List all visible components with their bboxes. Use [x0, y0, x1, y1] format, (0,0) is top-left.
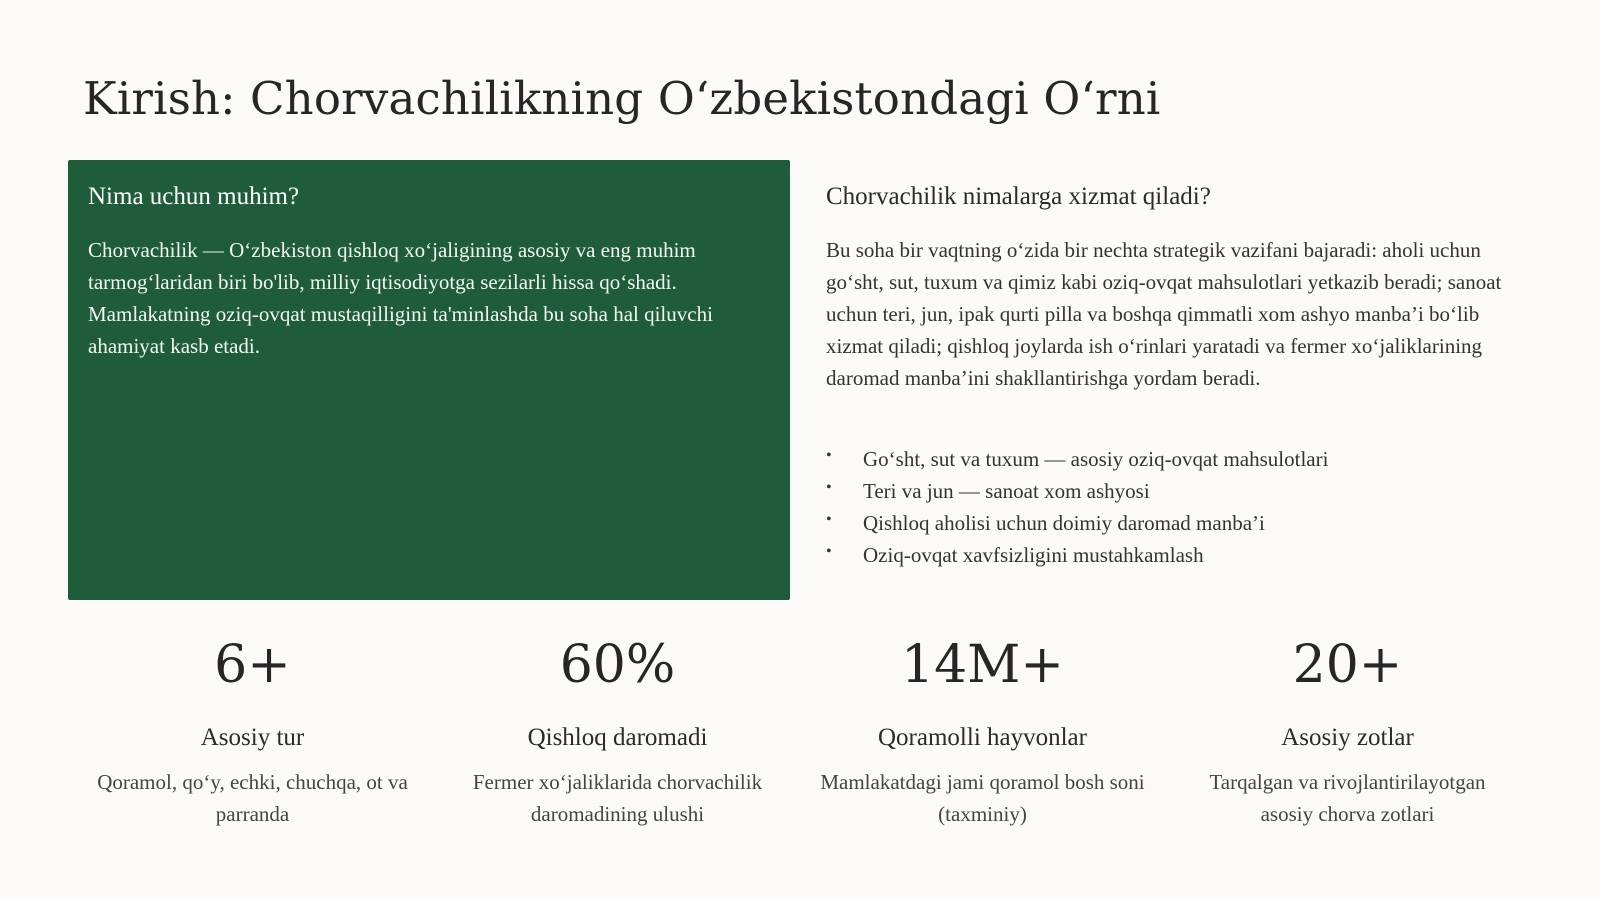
purpose-bullet-list — [826, 443, 1526, 571]
bullet-dot-icon: • — [826, 543, 832, 560]
bullet-item — [826, 507, 1526, 539]
stat-label: Qoramolli hayvonlar — [878, 724, 1087, 751]
stat-label: Asosiy zotlar — [1281, 724, 1414, 751]
stat-value: 20+ — [1292, 635, 1403, 695]
purpose-body: Bu soha bir vaqtning o‘zida bir nechta strategik vazifani bajaradi: aholi uchun go‘sht, sut, tuxum va qimiz kabi oziq-ovqat mahsulotlari yetkazib beradi; sanoat uchun teri, jun, ipak qurti pilla va boshqa qimmatli xom ashyo manba’i bo‘lib xizmat qiladi; qishloq joylarda ish o‘rinlari yaratadi va fermer xo‘jaliklarining daromad manba’ini shakllantirishga yordam beradi. — [826, 238, 1502, 390]
stat-description: Fermer xo‘jaliklarida chorvachilik daromadining ulushi — [472, 770, 763, 826]
stat-breeds — [1165, 630, 1530, 830]
stat-description: Mamlakatdagi jami qoramol bosh soni (taxminiy) — [820, 770, 1145, 826]
stat-species — [70, 630, 435, 830]
importance-card — [68, 160, 790, 600]
bullet-item — [826, 443, 1526, 475]
page-title: Kirish: Chorvachilikning O‘zbekistondagi O‘rni — [83, 72, 1161, 125]
stat-value: 6+ — [214, 635, 291, 695]
stat-description: Tarqalgan va rivojlantirilayotgan asosiy chorva zotlari — [1209, 770, 1486, 826]
importance-card-body: Chorvachilik — O‘zbekiston qishloq xo‘jaligining asosiy va eng muhim tarmog‘laridan biri bo'lib, milliy iqtisodiyotga sezilarli hissa qo‘shadi. Mamlakatning oziq-ovqat mustaqilligini ta'minlashda bu soha hal qiluvchi ahamiyat kasb etadi. — [88, 238, 713, 358]
stat-label: Qishloq daromadi — [527, 724, 708, 751]
bullet-dot-icon: • — [826, 511, 832, 528]
stat-cattle — [800, 630, 1165, 830]
stat-description: Qoramol, qo‘y, echki, chuchqa, ot va parranda — [97, 770, 408, 826]
bullet-text: Qishloq aholisi uchun doimiy daromad manba’i — [863, 511, 1265, 535]
purpose-section — [826, 160, 1526, 571]
stat-rural-income — [435, 630, 800, 830]
bullet-item — [826, 475, 1526, 507]
purpose-heading: Chorvachilik nimalarga xizmat qiladi? — [826, 183, 1211, 210]
bullet-item — [826, 539, 1526, 571]
bullet-dot-icon: • — [826, 447, 832, 464]
stat-value: 14M+ — [901, 635, 1064, 695]
bullet-text: Teri va jun — sanoat xom ashyosi — [863, 479, 1150, 503]
stats-row — [70, 630, 1530, 830]
bullet-text: Oziq-ovqat xavfsizligini mustahkamlash — [863, 543, 1204, 567]
bullet-dot-icon: • — [826, 479, 832, 496]
stat-value: 60% — [559, 635, 676, 695]
bullet-text: Go‘sht, sut va tuxum — asosiy oziq-ovqat mahsulotlari — [863, 447, 1329, 471]
importance-card-heading: Nima uchun muhim? — [88, 183, 300, 210]
stat-label: Asosiy tur — [200, 724, 305, 751]
